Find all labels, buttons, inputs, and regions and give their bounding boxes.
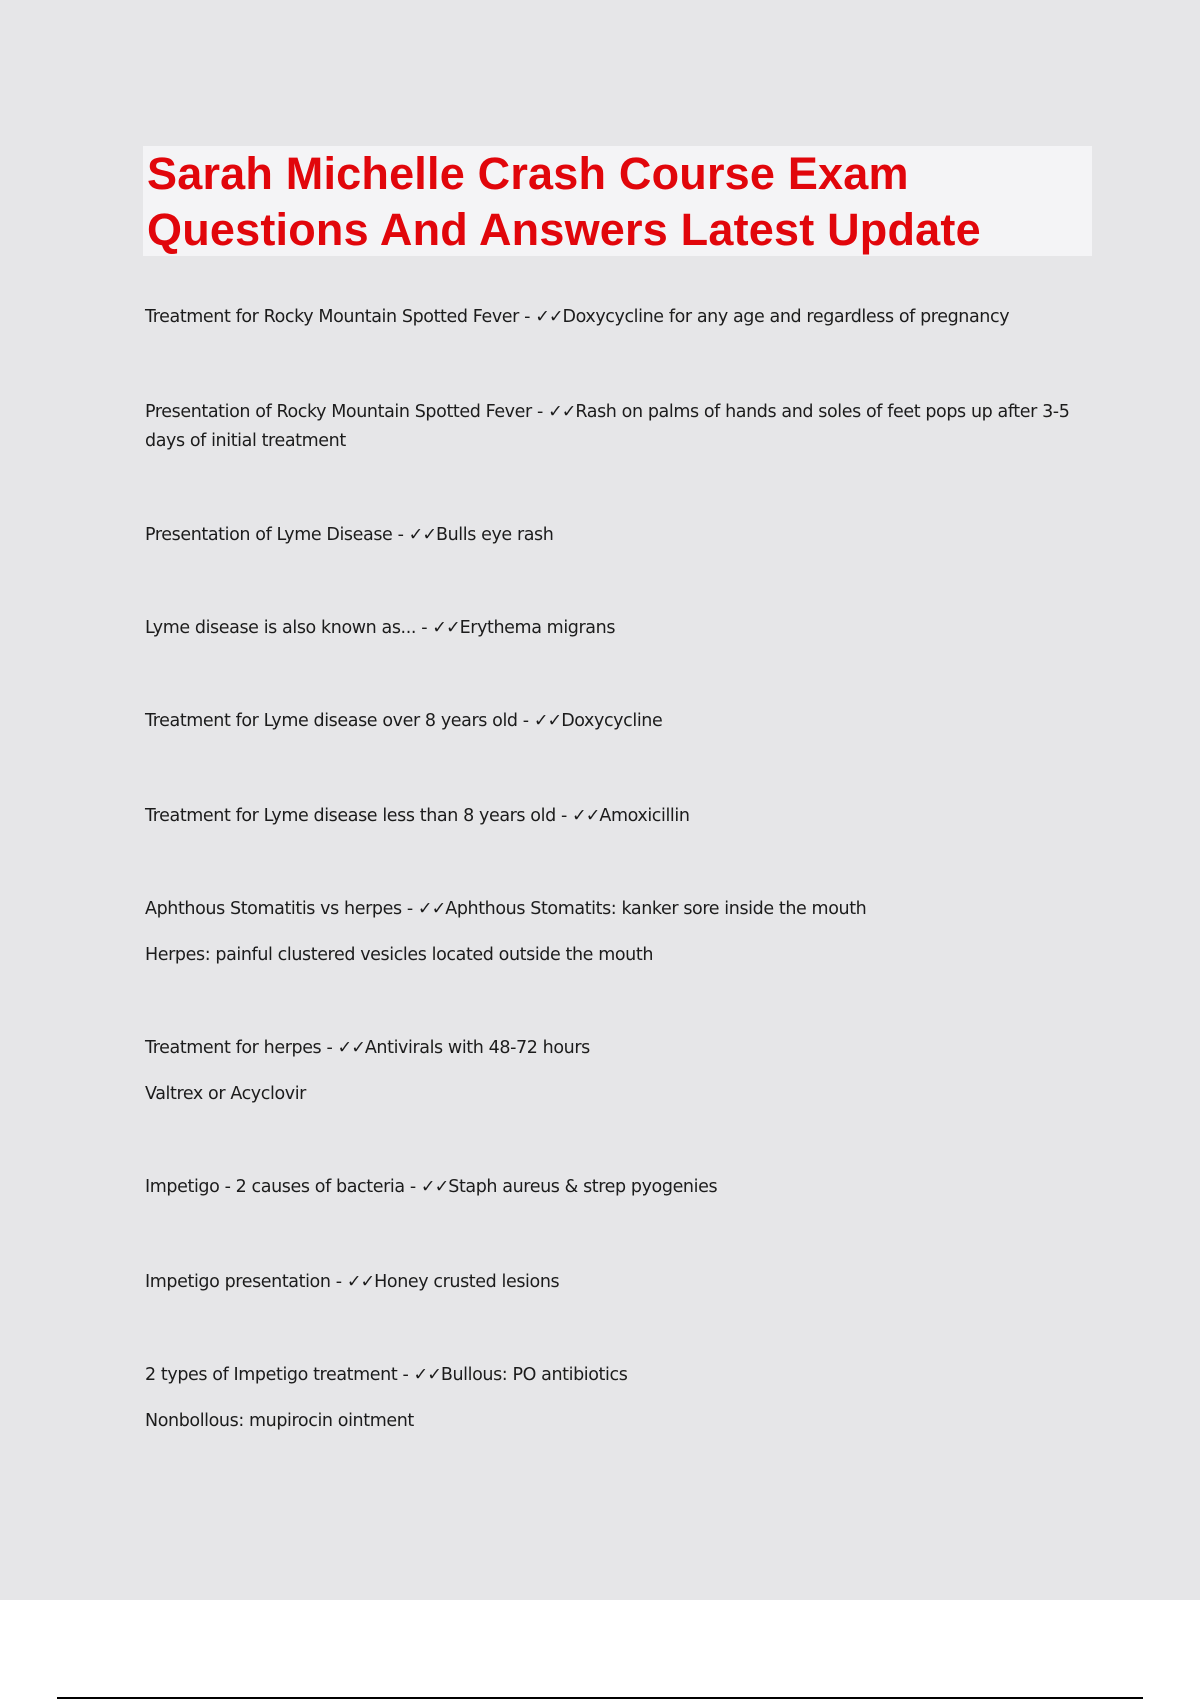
question-text: Impetigo presentation xyxy=(145,1272,331,1292)
question-text: Treatment for Lyme disease over 8 years old xyxy=(145,711,518,731)
question-text: Impetigo - 2 causes of bacteria xyxy=(145,1177,405,1197)
question-text: Lyme disease is also known as... xyxy=(145,618,417,638)
check-mark-icon: ✓✓ xyxy=(408,525,436,545)
qa-entry xyxy=(145,1034,1095,1109)
answer-text: Honey crusted lesions xyxy=(374,1272,560,1292)
check-mark-icon: ✓✓ xyxy=(572,806,600,826)
answer-text: Amoxicillin xyxy=(599,806,690,826)
qa-entry xyxy=(145,1268,1095,1297)
qa-line xyxy=(145,1268,1095,1297)
check-mark-icon: ✓✓ xyxy=(548,402,576,422)
qa-line xyxy=(145,1173,1095,1202)
check-mark-icon: ✓✓ xyxy=(337,1038,365,1058)
separator: - xyxy=(392,525,409,545)
check-mark-icon: ✓✓ xyxy=(420,1177,449,1197)
question-text: 2 types of Impetigo treatment xyxy=(145,1365,398,1385)
qa-line xyxy=(145,614,1095,643)
answer-text: Staph aureus & strep pyogenies xyxy=(448,1177,718,1197)
answer-extra-text: Nonbollous: mupirocin ointment xyxy=(145,1411,414,1431)
answer-text: Doxycycline xyxy=(561,711,663,731)
check-mark-icon: ✓✓ xyxy=(533,711,562,731)
separator: - xyxy=(416,618,433,638)
qa-entry xyxy=(145,1361,1095,1436)
check-mark-icon: ✓✓ xyxy=(346,1272,375,1292)
qa-entry xyxy=(145,614,1095,643)
separator: - xyxy=(404,1177,421,1197)
separator: - xyxy=(321,1038,338,1058)
question-text: Treatment for herpes xyxy=(145,1038,322,1058)
check-mark-icon: ✓✓ xyxy=(432,618,460,638)
separator: - xyxy=(397,1365,414,1385)
title-banner xyxy=(143,146,1092,256)
qa-line xyxy=(145,1034,1095,1063)
separator: - xyxy=(401,899,418,919)
qa-entry xyxy=(145,707,1095,736)
qa-line xyxy=(145,521,1095,550)
qa-line xyxy=(145,303,1095,332)
qa-entry xyxy=(145,398,1095,456)
document-title: Sarah Michelle Crash Course Exam Questions And Answers Latest Update xyxy=(147,148,981,255)
question-text: Aphthous Stomatitis vs herpes xyxy=(145,899,402,919)
qa-entry xyxy=(145,1173,1095,1202)
check-mark-icon: ✓✓ xyxy=(413,1365,441,1385)
separator: - xyxy=(531,402,549,422)
qa-entry xyxy=(145,802,1095,831)
question-text: Treatment for Rocky Mountain Spotted Fever xyxy=(145,307,519,327)
question-text: Presentation of Lyme Disease xyxy=(145,525,393,545)
separator: - xyxy=(517,711,534,731)
check-mark-icon: ✓✓ xyxy=(535,307,563,327)
separator: - xyxy=(555,806,573,826)
question-text: Presentation of Rocky Mountain Spotted Fever xyxy=(145,402,532,422)
qa-line xyxy=(145,398,1095,456)
answer-extra-text: Herpes: painful clustered vesicles located outside the mouth xyxy=(145,945,654,965)
footer-divider xyxy=(57,1697,1143,1699)
answer-extra-text: Valtrex or Acyclovir xyxy=(145,1084,306,1104)
qa-entry xyxy=(145,895,1095,970)
separator: - xyxy=(330,1272,347,1292)
qa-line xyxy=(145,802,1095,831)
answer-text: Antivirals with 48-72 hours xyxy=(364,1038,590,1058)
answer-text: Bullous: PO antibiotics xyxy=(440,1365,628,1385)
question-text: Treatment for Lyme disease less than 8 years old xyxy=(145,806,556,826)
qa-entry xyxy=(145,521,1095,550)
qa-entry xyxy=(145,303,1095,332)
answer-text: Aphthous Stomatits: kanker sore inside the mouth xyxy=(445,899,867,919)
qa-line xyxy=(145,1361,1095,1390)
separator: - xyxy=(518,307,536,327)
qa-line xyxy=(145,895,1095,924)
answer-text: Bulls eye rash xyxy=(435,525,554,545)
answer-text: Rash on palms of hands and soles of feet pops up after 3-5 days of initial treatment xyxy=(145,402,1070,451)
check-mark-icon: ✓✓ xyxy=(417,899,446,919)
qa-line xyxy=(145,707,1095,736)
answer-text: Erythema migrans xyxy=(459,618,616,638)
answer-text: Doxycycline for any age and regardless of pregnancy xyxy=(562,307,1010,327)
